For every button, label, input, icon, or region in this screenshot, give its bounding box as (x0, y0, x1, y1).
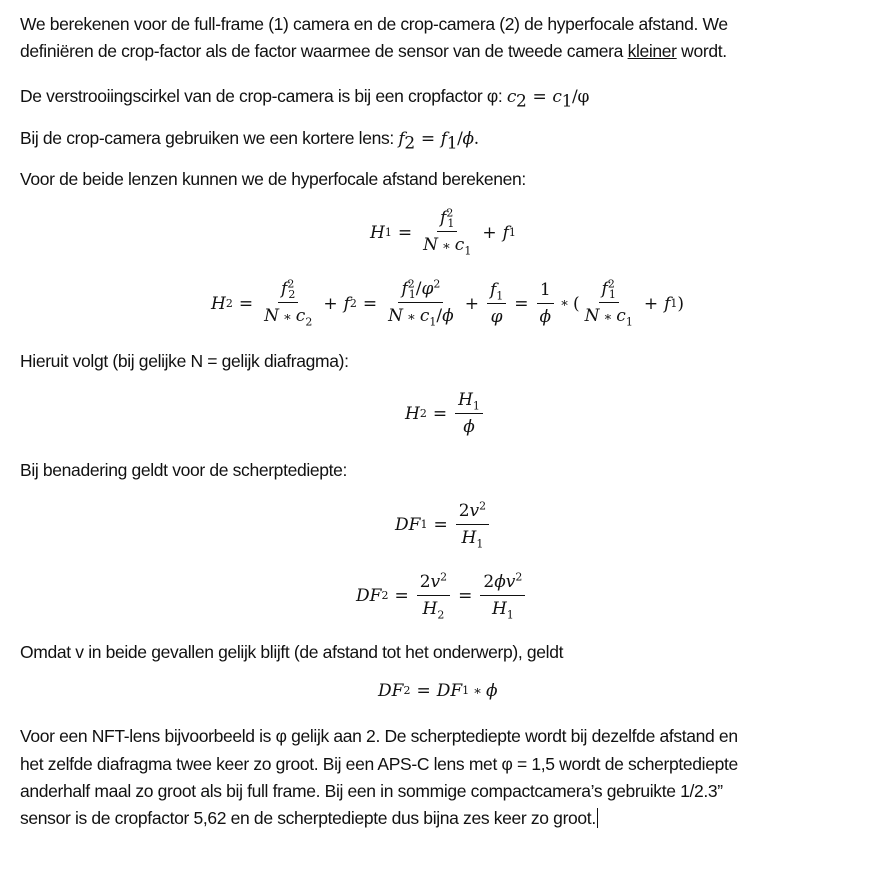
text-cursor (597, 808, 598, 828)
inline-formula-c2: $c_2 = c_1/\varphi$ (506, 87, 589, 112)
inline-formula-f2: $f_2 = f_1/\phi$. (398, 129, 479, 154)
underlined-word: kleiner (627, 41, 677, 61)
paragraph-intro-line-1: We berekenen voor de full-frame (1) camera en de crop-camera (2) de hyperfocale afstand. We (20, 14, 728, 34)
equation-h1: H 1 = $\frac{f^2_1}{N ∗ c_1}$ + f 1 (370, 206, 516, 258)
paragraph-approximation: Bij benadering geldt voor de scherptediepte: (20, 460, 348, 480)
fraction: $\frac{2v^2}{H_1}$ (456, 500, 489, 549)
equation-h2-simplified: H 2 = $\frac{H_1}{\phi}$ (405, 389, 485, 438)
paragraph-lens (20, 125, 479, 153)
paragraph-conclusion: Omdat v in beide gevallen gelijk blijft (de afstand tot het onderwerp), geldt (20, 642, 564, 662)
paragraph-coc (20, 83, 589, 111)
paragraph-intro-line-2 (20, 38, 727, 65)
equation-h2: H 2 = $\frac{f^2_2}{N ∗ c_2}$ + f 2 = $\frac{f^2_1/\varphi^2}{N ∗ c_1/\phi}$ + $\frac{f_1}{\varphi}$ = $\frac{1}{\phi}$ ∗ ( $\frac{f^2_1}{N ∗ c_1}$ + f 1 ) (211, 277, 685, 329)
fraction: $\frac{f^2_1}{N ∗ c_1}$ (584, 277, 633, 329)
paragraph-examples-line-4[interactable] (20, 805, 598, 832)
paragraph-examples-line-2: het zelfde diafragma twee keer zo groot. Bij een APS-C lens met φ = 1,5 wordt de scherptediepte (20, 754, 738, 774)
text: De verstrooiingscirkel van de crop-camera is bij een cropfactor φ: (20, 86, 507, 106)
equation-df2-simplified: DF 2 = DF 1 ∗ ϕ (378, 681, 498, 701)
equation-df2: DF 2 = $\frac{2v^2}{H_2}$ = $\frac{2\phi v^2}{H_1}$ (356, 571, 527, 620)
fraction: $\frac{2v^2}{H_2}$ (417, 571, 450, 620)
paragraph-result: Hieruit volgt (bij gelijke N = gelijk diafragma): (20, 351, 349, 371)
fraction: $\frac{f^2_1}{N ∗ c_1}$ (423, 206, 472, 258)
text: sensor is de cropfactor 5,62 en de scherptediepte dus bijna zes keer zo groot. (20, 808, 596, 828)
fraction: $\frac{2\phi v^2}{H_1}$ (480, 571, 525, 620)
fraction: $\frac{H_1}{\phi}$ (455, 389, 483, 438)
text: Bij de crop-camera gebruiken we een kortere lens: (20, 128, 399, 148)
fraction: $\frac{f^2_1/\varphi^2}{N ∗ c_1/\phi}$ (388, 277, 454, 329)
fraction: $\frac{f_1}{\varphi}$ (487, 279, 506, 328)
text: definiëren de crop-factor als de factor waarmee de sensor van de tweede camera (20, 41, 628, 61)
paragraph-examples-line-3: anderhalf maal zo groot als bij full frame. Bij een in sommige compactcamera’s gebruikte 1/2.3” (20, 781, 723, 801)
text: wordt. (676, 41, 727, 61)
fraction: $\frac{1}{\phi}$ (537, 279, 555, 328)
fraction: $\frac{f^2_2}{N ∗ c_2}$ (264, 277, 313, 329)
equation-df1: DF 1 = $\frac{2v^2}{H_1}$ (395, 500, 491, 549)
paragraph-hyperfocal: Voor de beide lenzen kunnen we de hyperfocale afstand berekenen: (20, 169, 526, 189)
paragraph-examples-line-1: Voor een NFT-lens bijvoorbeeld is φ gelijk aan 2. De scherptediepte wordt bij dezelfde afstand en (20, 726, 738, 746)
